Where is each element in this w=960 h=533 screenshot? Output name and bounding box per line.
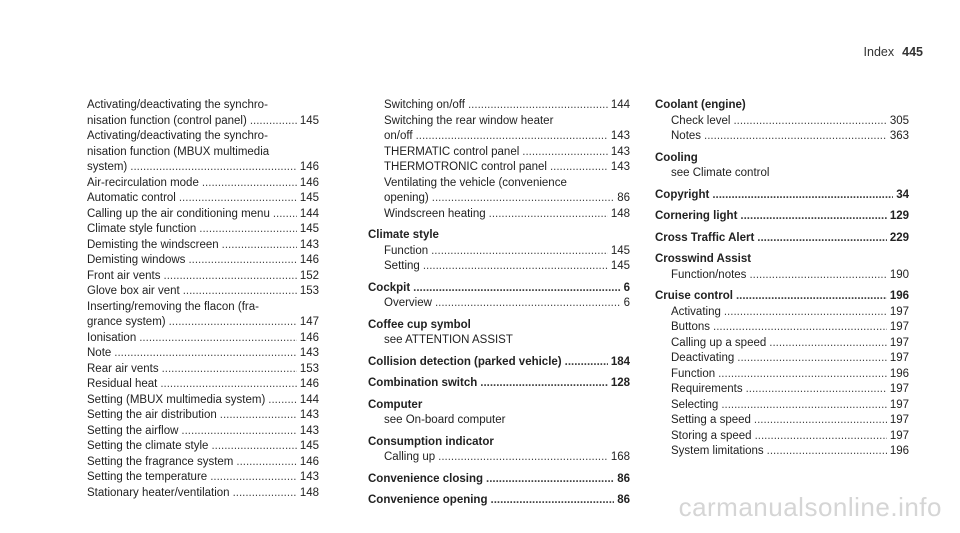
- entry-text: Demisting windows: [87, 254, 186, 266]
- entry-text: Automatic control: [87, 192, 176, 204]
- entry-text: Cross Traffic Alert: [655, 231, 755, 244]
- index-heading: Climate style: [368, 229, 439, 241]
- index-heading: [655, 231, 909, 247]
- page-ref[interactable]: 144: [610, 99, 630, 111]
- entry-text: Residual heat: [87, 378, 158, 390]
- dot-leader: [432, 191, 614, 207]
- page-ref[interactable]: 143: [299, 238, 319, 251]
- index-entry: [87, 331, 319, 347]
- index-entry: [368, 98, 630, 114]
- index-entry: [87, 238, 319, 254]
- dot-leader: [236, 455, 296, 471]
- dot-leader: [130, 160, 297, 176]
- index-entry: [655, 382, 909, 398]
- entry-text: Copyright: [655, 188, 710, 201]
- index-entry: [87, 191, 319, 207]
- entry-text: Collision detection (parked vehicle): [368, 355, 562, 368]
- index-entry: see ATTENTION ASSIST: [384, 334, 513, 346]
- index-block: [655, 252, 909, 283]
- dot-leader: [740, 209, 886, 225]
- dot-leader: [250, 114, 297, 130]
- index-entry: [87, 207, 319, 223]
- entry-text: Overview: [384, 297, 432, 309]
- dot-leader: [160, 377, 296, 393]
- page-ref[interactable]: 305: [889, 114, 909, 127]
- index-entry: [87, 222, 319, 238]
- page-ref[interactable]: 6: [623, 281, 630, 294]
- entry-text: Rear air vents: [87, 362, 159, 375]
- entry-text: Setting the climate style: [87, 440, 209, 452]
- entry-text: Convenience closing: [368, 472, 484, 485]
- entry-text: Front air vents: [87, 269, 161, 282]
- page-ref[interactable]: 147: [299, 316, 319, 328]
- index-heading: [368, 281, 630, 297]
- dot-leader: [431, 244, 608, 260]
- page-ref[interactable]: 6: [623, 297, 630, 309]
- dot-leader: [416, 129, 608, 145]
- index-entry: [655, 444, 909, 460]
- entry-text: Stationary heater/ventilation: [87, 486, 230, 499]
- page-ref[interactable]: 146: [299, 254, 319, 266]
- index-column-2: [368, 98, 630, 509]
- index-entry: [368, 259, 630, 275]
- index-entry: [368, 244, 630, 260]
- dot-leader: [222, 238, 297, 254]
- dot-leader: [486, 472, 614, 488]
- index-block: [368, 376, 630, 392]
- entry-text: opening): [384, 192, 429, 204]
- entry-text: Buttons: [671, 321, 710, 333]
- index-heading: [368, 355, 630, 371]
- index-heading: [655, 289, 909, 305]
- dot-leader: [268, 393, 297, 409]
- dot-leader: [183, 284, 297, 300]
- index-heading: [368, 376, 630, 392]
- entry-text: Check level: [671, 114, 731, 127]
- entry-text: Climate style function: [87, 223, 197, 235]
- dot-leader: [733, 114, 886, 130]
- page-ref[interactable]: 197: [889, 429, 909, 442]
- index-heading: Computer: [368, 398, 423, 411]
- entry-text: Setting the air distribution: [87, 409, 217, 421]
- index-entry: [87, 377, 319, 393]
- entry-text: Deactivating: [671, 352, 735, 364]
- index-entry: [87, 253, 319, 269]
- page-ref[interactable]: 144: [299, 207, 319, 220]
- entry-text: Setting the fragrance system: [87, 455, 234, 468]
- entry-text: Storing a speed: [671, 429, 752, 442]
- dot-leader: [767, 444, 887, 460]
- index-entry: [87, 486, 319, 502]
- entry-text: Calling up: [384, 451, 436, 463]
- entry-text: THERMATIC control panel: [384, 145, 520, 158]
- index-heading: Coolant (engine): [655, 99, 746, 111]
- index-entry: [368, 207, 630, 223]
- page-ref[interactable]: 196: [889, 290, 909, 302]
- index-entry: [655, 367, 909, 383]
- dot-leader: [188, 253, 296, 269]
- index-column-3: [655, 98, 909, 460]
- index-block: [368, 355, 630, 371]
- page-ref[interactable]: 86: [617, 472, 630, 485]
- entry-text: Function/notes: [671, 268, 747, 281]
- continued-block: [368, 98, 630, 222]
- entry-text: Function: [384, 244, 429, 257]
- page-ref[interactable]: 143: [299, 471, 319, 483]
- dot-leader: [139, 331, 297, 347]
- page-ref[interactable]: 168: [610, 451, 630, 463]
- entry-text: Cruise control: [655, 290, 733, 302]
- index-block: [368, 281, 630, 312]
- index-entry: Switching the rear window heater: [384, 114, 554, 127]
- index-entry: [655, 336, 909, 352]
- index-entry: [368, 450, 630, 466]
- page-ref[interactable]: 153: [299, 285, 319, 297]
- index-heading: Crosswind Assist: [655, 253, 752, 265]
- entry-text: Setting: [384, 260, 420, 272]
- page-ref[interactable]: 143: [610, 161, 630, 173]
- index-entry: Ventilating the vehicle (convenience: [384, 176, 567, 189]
- index-entry: nisation function (MBUX multimedia: [87, 145, 270, 158]
- index-entry: [87, 439, 319, 455]
- index-entry: [87, 470, 319, 486]
- entry-text: nisation function (control panel): [87, 114, 247, 127]
- index-block: [368, 398, 630, 429]
- page-ref[interactable]: 363: [889, 130, 909, 142]
- page-ref[interactable]: 129: [889, 210, 909, 222]
- entry-text: Selecting: [671, 398, 719, 411]
- index-block: [655, 231, 909, 247]
- dot-leader: [704, 129, 887, 145]
- index-block: [368, 435, 630, 466]
- page-ref[interactable]: 128: [610, 377, 630, 389]
- dot-leader: [114, 346, 297, 362]
- dot-leader: [468, 98, 608, 114]
- index-block: [655, 151, 909, 182]
- entry-text: Windscreen heating: [384, 207, 486, 220]
- page-ref[interactable]: 197: [889, 383, 909, 395]
- index-entry: [87, 160, 319, 176]
- index-heading: Consumption indicator: [368, 435, 494, 448]
- dot-leader: [724, 305, 887, 321]
- page-ref[interactable]: 144: [299, 393, 319, 406]
- page-ref[interactable]: 190: [889, 268, 909, 281]
- index-entry: [87, 269, 319, 285]
- index-entry: [87, 393, 319, 409]
- index-entry: [368, 160, 630, 176]
- index-heading: [368, 472, 630, 488]
- page-ref[interactable]: 143: [299, 409, 319, 421]
- dot-leader: [522, 145, 608, 161]
- entry-text: Setting the airflow: [87, 424, 179, 437]
- dot-leader: [273, 207, 297, 223]
- index-entry: [87, 362, 319, 378]
- page-ref[interactable]: 197: [889, 414, 909, 426]
- index-entry: [87, 315, 319, 331]
- entry-text: Note: [87, 347, 112, 359]
- index-entry: Inserting/removing the flacon (fra-: [87, 300, 259, 313]
- entry-text: Cornering light: [655, 210, 738, 222]
- page-ref[interactable]: 143: [299, 347, 319, 359]
- page-ref[interactable]: 146: [299, 176, 319, 189]
- dot-leader: [736, 289, 887, 305]
- dot-leader: [757, 231, 887, 247]
- entry-text: System limitations: [671, 445, 764, 457]
- page-ref[interactable]: 146: [299, 331, 319, 344]
- page-ref[interactable]: 145: [299, 114, 319, 127]
- page-ref[interactable]: 143: [299, 424, 319, 437]
- entry-text: Combination switch: [368, 377, 478, 389]
- page-ref[interactable]: 145: [299, 440, 319, 452]
- page-ref[interactable]: 143: [610, 145, 630, 158]
- page-ref[interactable]: 197: [889, 305, 909, 318]
- index-entry: [87, 408, 319, 424]
- dot-leader: [737, 351, 887, 367]
- index-heading: [655, 188, 909, 204]
- index-entry: see Climate control: [671, 167, 770, 179]
- index-heading: [368, 493, 630, 509]
- page-ref[interactable]: 145: [299, 192, 319, 204]
- dot-leader: [718, 367, 887, 383]
- index-heading: Cooling: [655, 151, 698, 164]
- page-ref[interactable]: 184: [610, 355, 630, 368]
- entry-text: Cockpit: [368, 281, 411, 294]
- dot-leader: [220, 408, 297, 424]
- index-entry: Activating/deactivating the synchro-: [87, 99, 268, 111]
- page-ref[interactable]: 197: [889, 398, 909, 411]
- index-entry: [655, 398, 909, 414]
- page-ref[interactable]: 34: [896, 188, 909, 201]
- index-entry: [655, 429, 909, 445]
- entry-text: Switching on/off: [384, 99, 465, 111]
- entry-text: Demisting the windscreen: [87, 238, 219, 251]
- index-entry: [87, 424, 319, 440]
- page-ref[interactable]: 146: [299, 455, 319, 468]
- dot-leader: [712, 188, 893, 204]
- page-ref[interactable]: 197: [889, 336, 909, 349]
- dot-leader: [721, 398, 887, 414]
- entry-text: Activating: [671, 305, 721, 318]
- dot-leader: [754, 413, 887, 429]
- dot-leader: [179, 191, 297, 207]
- dot-leader: [202, 176, 297, 192]
- entry-text: Function: [671, 367, 716, 380]
- entry-text: THERMOTRONIC control panel: [384, 161, 547, 173]
- dot-leader: [480, 376, 608, 392]
- dot-leader: [565, 355, 608, 371]
- dot-leader: [489, 207, 608, 223]
- dot-leader: [746, 382, 887, 398]
- entry-text: Setting (MBUX multimedia system): [87, 393, 266, 406]
- index-entry: [368, 296, 630, 312]
- page-ref[interactable]: 197: [889, 321, 909, 333]
- page-ref[interactable]: 146: [299, 161, 319, 173]
- page-ref[interactable]: 197: [889, 352, 909, 364]
- dot-leader: [713, 320, 887, 336]
- index-block: [655, 188, 909, 204]
- dot-leader: [550, 160, 608, 176]
- index-entry: [87, 346, 319, 362]
- entry-text: Calling up a speed: [671, 336, 767, 349]
- index-entry: [655, 351, 909, 367]
- entry-text: Calling up the air conditioning menu: [87, 207, 270, 220]
- entry-text: Ionisation: [87, 331, 137, 344]
- dot-leader: [199, 222, 297, 238]
- page-ref[interactable]: 196: [889, 445, 909, 457]
- dot-leader: [211, 439, 296, 455]
- dot-leader: [233, 486, 297, 502]
- index-entry: [368, 145, 630, 161]
- dot-leader: [769, 336, 887, 352]
- page-ref[interactable]: 143: [610, 130, 630, 142]
- index-entry: Activating/deactivating the synchro-: [87, 130, 268, 142]
- index-entry: [655, 413, 909, 429]
- page-header: [864, 45, 923, 59]
- page-ref[interactable]: 152: [299, 269, 319, 282]
- page-ref[interactable]: 145: [610, 244, 630, 257]
- index-entry: [655, 305, 909, 321]
- entry-text: Glove box air vent: [87, 285, 180, 297]
- page-ref[interactable]: 146: [299, 378, 319, 390]
- index-entry: [87, 284, 319, 300]
- dot-leader: [210, 470, 297, 486]
- dot-leader: [755, 429, 887, 445]
- page-ref[interactable]: 196: [889, 367, 909, 380]
- dot-leader: [169, 315, 297, 331]
- page-ref[interactable]: 86: [617, 192, 630, 204]
- page-ref[interactable]: 148: [299, 486, 319, 499]
- index-heading: Coffee cup symbol: [368, 318, 471, 331]
- dot-leader: [749, 268, 886, 284]
- index-column-1: [87, 98, 319, 501]
- index-entry: [655, 114, 909, 130]
- page-ref[interactable]: 145: [610, 260, 630, 272]
- index-entry: [655, 129, 909, 145]
- entry-text: Air-recirculation mode: [87, 176, 199, 189]
- dot-leader: [423, 259, 608, 275]
- dot-leader: [413, 281, 620, 297]
- entry-text: Convenience opening: [368, 494, 488, 506]
- index-block: [368, 228, 630, 275]
- index-entry: see On-board computer: [384, 414, 506, 426]
- dot-leader: [181, 424, 296, 440]
- index-entry: [87, 114, 319, 130]
- index-entry: [655, 268, 909, 284]
- index-block: [368, 318, 630, 349]
- entry-text: on/off: [384, 130, 413, 142]
- page-ref[interactable]: 86: [617, 494, 630, 506]
- entry-text: grance system): [87, 316, 166, 328]
- dot-leader: [164, 269, 297, 285]
- header-label: Index: [863, 45, 895, 59]
- page-ref[interactable]: 148: [610, 207, 630, 220]
- index-block: [368, 472, 630, 488]
- watermark: carmanualsonline.info: [678, 492, 942, 522]
- entry-text: Setting the temperature: [87, 471, 208, 483]
- entry-text: Setting a speed: [671, 414, 751, 426]
- dot-leader: [438, 450, 608, 466]
- index-block: [655, 209, 909, 225]
- index-entry: [655, 320, 909, 336]
- entry-text: Requirements: [671, 383, 743, 395]
- page-ref[interactable]: 153: [299, 362, 319, 375]
- dot-leader: [491, 493, 615, 509]
- page-ref[interactable]: 145: [299, 223, 319, 235]
- index-entry: [368, 129, 630, 145]
- entry-text: system): [87, 161, 128, 173]
- index-block: [368, 493, 630, 509]
- index-entry: [87, 176, 319, 192]
- index-block: [655, 289, 909, 460]
- dot-leader: [435, 296, 621, 312]
- entry-text: Notes: [671, 130, 702, 142]
- page-number: 445: [902, 45, 923, 59]
- index-entry: [368, 191, 630, 207]
- dot-leader: [162, 362, 297, 378]
- index-heading: [655, 209, 909, 225]
- index-entry: [87, 455, 319, 471]
- page-ref[interactable]: 229: [889, 231, 909, 244]
- index-block: [655, 98, 909, 145]
